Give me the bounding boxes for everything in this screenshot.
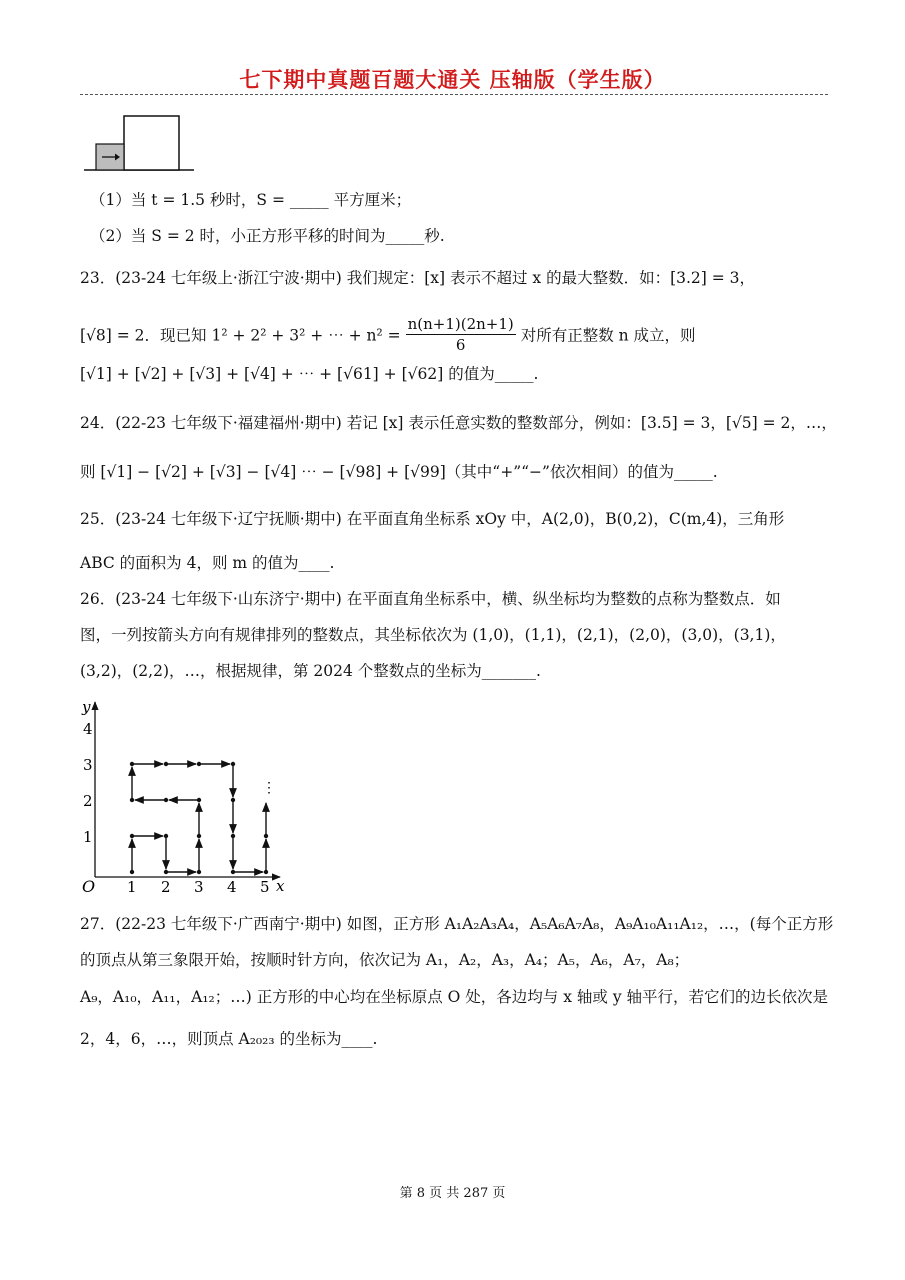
header-divider <box>80 94 828 95</box>
q23-fraction <box>406 314 516 355</box>
q22-part1: （1）当 t = 1.5 秒时，S = _____ 平方厘米； <box>90 191 412 209</box>
x-tick-2: 2 <box>161 878 171 896</box>
q26-line1: 26．(23-24 七年级下·山东济宁·期中) 在平面直角坐标系中，横、纵坐标均为整数的点称为整数点．如 <box>80 590 781 608</box>
q22-part2: （2）当 S = 2 时，小正方形平移的时间为_____秒. <box>90 227 445 245</box>
q27-line2: 的顶点从第三象限开始，按顺时针方向，依次记为 A₁，A₂，A₃，A₄；A₅，A₆，A₇，A₈； <box>80 951 690 969</box>
y-tick-2: 2 <box>83 792 93 810</box>
x-tick-3: 3 <box>194 878 204 896</box>
q25-line2: ABC 的面积为 4，则 m 的值为____. <box>80 554 335 572</box>
y-tick-1: 1 <box>83 828 93 846</box>
point-path <box>132 764 266 872</box>
q27-line4: 2，4，6，…，则顶点 A₂₀₂₃ 的坐标为____. <box>80 1030 378 1048</box>
x-axis-label: x <box>276 877 285 895</box>
origin-label: O <box>82 877 96 896</box>
y-tick-3: 3 <box>83 756 93 774</box>
q26-line3: (3,2)，(2,2)，…，根据规律，第 2024 个整数点的坐标为_______. <box>80 662 541 680</box>
y-axis-label: y <box>82 698 91 716</box>
q24-line1: 24．(22-23 七年级下·福建福州·期中) 若记 [x] 表示任意实数的整数部分，例如：[3.5] = 3，[√5] = 2，…， <box>80 414 837 432</box>
q23-line2-post: 对所有正整数 n 成立，则 <box>520 326 696 345</box>
x-tick-5: 5 <box>260 878 270 896</box>
page-footer: 第 8 页 共 287 页 <box>399 1186 506 1201</box>
square-translation-figure <box>80 112 200 176</box>
q24-line2: 则 [√1] − [√2] + [√3] − [√4] ⋯ − [√98] + [√99]（其中“+”“−”依次相间）的值为_____. <box>80 463 718 481</box>
x-tick-4: 4 <box>227 878 237 896</box>
q23-line3: [√1] + [√2] + [√3] + [√4] + ⋯ + [√61] + [√62] 的值为_____. <box>80 365 539 383</box>
page-header-title: 七下期中真题百题大通关 压轴版（学生版） <box>239 68 666 92</box>
continuation-dots: ⋮ <box>262 780 276 796</box>
q23-fraction-denominator: 6 <box>455 336 466 354</box>
q27-line3: A₉，A₁₀，A₁₁，A₁₂；…) 正方形的中心均在坐标原点 O 处，各边均与 x 轴或 y 轴平行，若它们的边长依次是 <box>80 988 829 1006</box>
q25-line1: 25．(23-24 七年级下·辽宁抚顺·期中) 在平面直角坐标系 xOy 中，A(2,0)，B(0,2)，C(m,4)，三角形 <box>80 510 785 528</box>
q27-line1: 27．(22-23 七年级下·广西南宁·期中) 如图，正方形 A₁A₂A₃A₄，A₅A₆A₇A₈，A₉A₁₀A₁₁A₁₂，…，(每个正方形 <box>80 915 834 933</box>
q23-fraction-numerator: n(n+1)(2n+1) <box>407 315 514 333</box>
y-tick-4: 4 <box>83 720 93 738</box>
q23-line1: 23．(23-24 七年级上·浙江宁波·期中) 我们规定：[x] 表示不超过 x 的最大整数．如：[3.2] = 3， <box>80 269 756 287</box>
q23-line2 <box>80 316 696 357</box>
integer-points-graph <box>70 692 300 902</box>
x-tick-1: 1 <box>127 878 137 896</box>
q26-line2: 图，一列按箭头方向有规律排列的整数点，其坐标依次为 (1,0)，(1,1)，(2,1)，(2,0)，(3,0)，(3,1)， <box>80 626 786 644</box>
q23-line2-pre: [√8] = 2．现已知 1² + 2² + 3² + ⋯ + n² = <box>80 326 401 345</box>
